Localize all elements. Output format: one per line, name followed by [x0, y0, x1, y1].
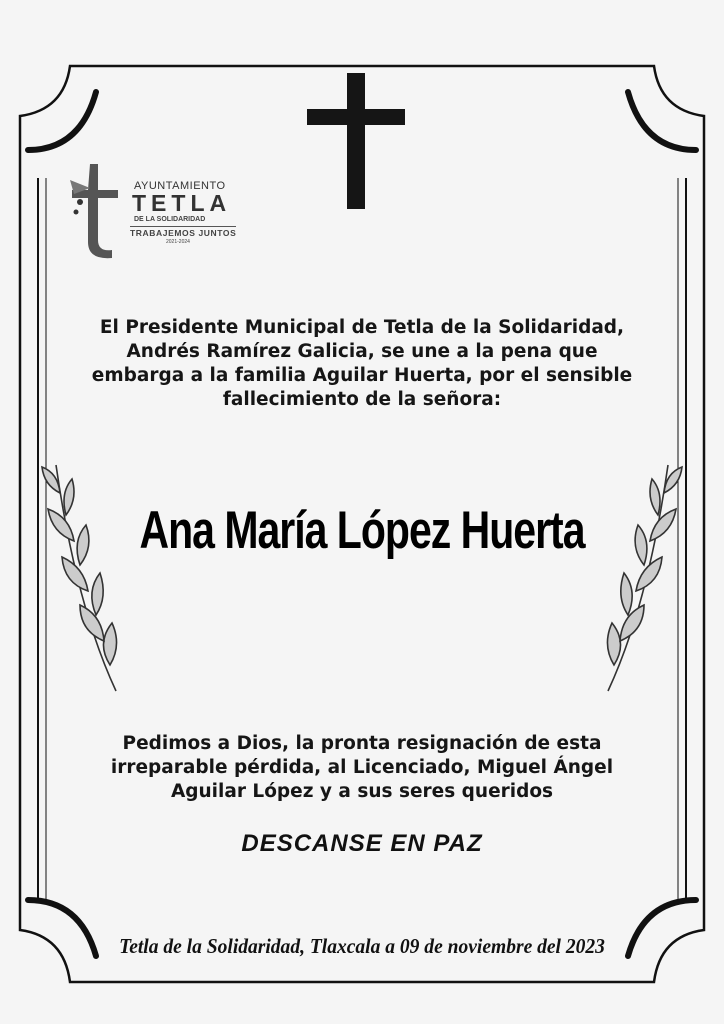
laurel-branch-icon	[598, 455, 688, 695]
intro-line: fallecimiento de la señora:	[222, 389, 502, 410]
intro-line: Andrés Ramírez Galicia, se une a la pena que	[126, 341, 598, 362]
municipal-logo-icon	[68, 160, 124, 260]
closing-line: Aguilar López y a sus seres queridos	[170, 781, 554, 802]
deceased-name: Ana María López Huerta	[139, 500, 585, 560]
place-and-date: Tetla de la Solidaridad, Tlaxcala a 09 de noviembre del 2023	[119, 934, 605, 958]
intro-line: El Presidente Municipal de Tetla de la Solidaridad,	[99, 317, 625, 338]
condolence-intro	[80, 316, 644, 412]
cross-icon	[307, 73, 405, 209]
logo-slogan: TRABAJEMOS JUNTOS	[130, 228, 237, 238]
closing-line: irreparable pérdida, al Licenciado, Miguel Ángel	[110, 757, 614, 778]
closing-line: Pedimos a Dios, la pronta resignación de esta	[122, 733, 602, 754]
logo-line-tetla: TETLA	[132, 190, 232, 216]
laurel-branch-icon	[36, 455, 126, 695]
logo-line-ayuntamiento: AYUNTAMIENTO	[134, 180, 226, 192]
condolence-closing	[80, 732, 644, 804]
logo-line-solidaridad: DE LA SOLIDARIDAD	[134, 216, 206, 223]
rest-in-peace-text: DESCANSE EN PAZ	[241, 830, 483, 857]
logo-period: 2021-2024	[166, 239, 190, 245]
municipal-logo	[68, 160, 258, 260]
intro-line: embarga a la familia Aguilar Huerta, por el sensible	[91, 365, 633, 386]
